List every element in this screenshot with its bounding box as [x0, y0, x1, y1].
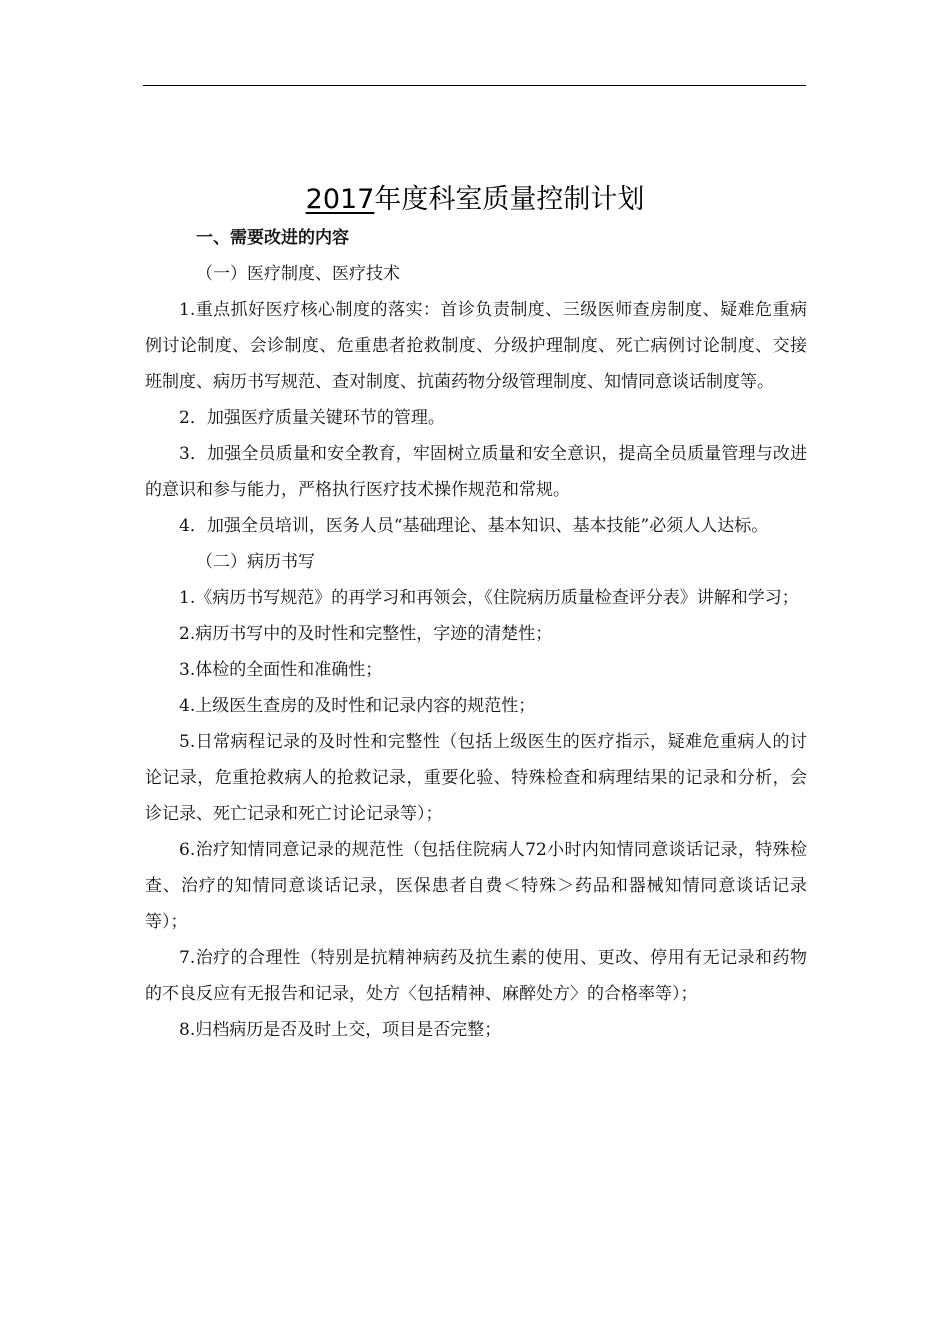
paragraph: 5.日常病程记录的及时性和完整性（包括上级医生的医疗指示，疑难危重病人的讨论记录，危重抢救病人的抢救记录，重要化验、特殊检查和病理结果的记录和分析，会诊记录、死亡记录和死亡讨论记录等）； [145, 732, 807, 824]
section-heading: 一、需要改进的内容 [196, 228, 349, 248]
document-body [145, 220, 807, 1048]
paragraph: 1.《病历书写规范》的再学习和再领会，《住院病历质量检查评分表》讲解和学习； [179, 588, 799, 608]
paragraph: 8.归档病历是否及时上交，项目是否完整； [179, 1020, 502, 1040]
paragraph: 2.病历书写中的及时性和完整性，字迹的清楚性； [179, 624, 553, 644]
paragraph: 3.体检的全面性和准确性； [179, 660, 383, 680]
paragraph: 4．加强全员培训，医务人员“基础理论、基本知识、基本技能”必须人人达标。 [179, 516, 769, 536]
paragraph: 2．加强医疗质量关键环节的管理。 [179, 408, 445, 428]
paragraph: 4.上级医生查房的及时性和记录内容的规范性； [179, 696, 536, 716]
header-rule [143, 85, 806, 86]
subsection-heading: （一）医疗制度、医疗技术 [196, 264, 400, 284]
title-text: 年度科室质量控制计划 [374, 184, 645, 215]
title-year: 2017 [305, 184, 375, 215]
paragraph: 3．加强全员质量和安全教育，牢固树立质量和安全意识，提高全员质量管理与改进的意识和参与能力，严格执行医疗技术操作规范和常规。 [145, 444, 807, 500]
page-title [0, 180, 950, 220]
subsection-heading: （二）病历书写 [196, 552, 315, 572]
paragraph: 7.治疗的合理性（特别是抗精神病药及抗生素的使用、更改、停用有无记录和药物的不良反应有无报告和记录，处方〈包括精神、麻醉处方〉的合格率等）； [145, 948, 807, 1004]
paragraph: 6.治疗知情同意记录的规范性（包括住院病人72小时内知情同意谈话记录，特殊检查、治疗的知情同意谈话记录，医保患者自费＜特殊＞药品和器械知情同意谈话记录等）； [145, 840, 807, 932]
paragraph: 1.重点抓好医疗核心制度的落实：首诊负责制度、三级医师查房制度、疑难危重病例讨论制度、会诊制度、危重患者抢救制度、分级护理制度、死亡病例讨论制度、交接班制度、病历书写规范、查对制度、抗菌药物分级管理制度、知情同意谈话制度等。 [145, 300, 807, 392]
